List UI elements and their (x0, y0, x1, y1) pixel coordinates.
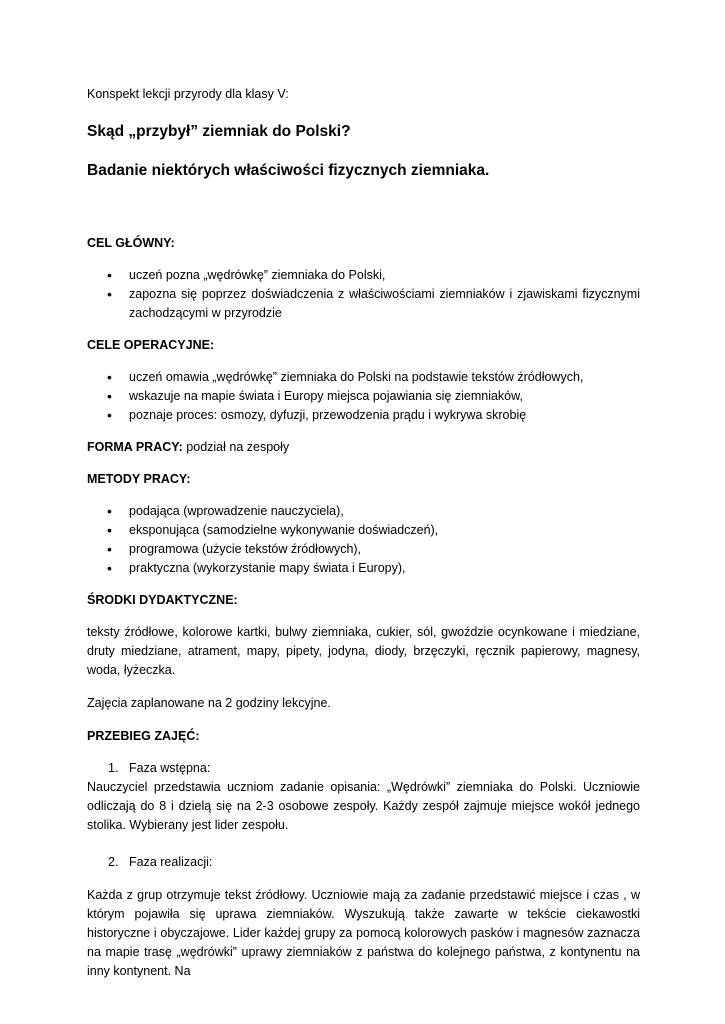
main-goal-list (87, 266, 640, 323)
list-item: • praktyczna (wykorzystanie mapy świata i Europy), (129, 559, 640, 578)
phase-1-number: 1. (108, 761, 119, 775)
work-form-value: podział na zespoły (182, 440, 290, 454)
phase-2-label (87, 853, 640, 872)
document-content (87, 85, 640, 981)
lesson-title: Skąd „przybył” ziemniak do Polski? (87, 123, 351, 140)
teaching-aids-text: teksty źródłowe, kolorowe kartki, bulwy ziemniaka, cukier, sól, gwoździe ocynkowane i miedziane, druty miedziane, atrament, mapy, pipety, jodyna, diody, brzęczyki, ręcznik papierowy, magnesy, woda, łyżeczka. (87, 625, 640, 677)
phase-2-number: 2. (108, 855, 119, 869)
list-item: • programowa (użycie tekstów źródłowych), (129, 540, 640, 559)
phase-1-label (87, 759, 640, 778)
section-heading-methods: METODY PRACY: (87, 472, 191, 486)
operational-goals-list (87, 368, 640, 425)
work-form (87, 438, 640, 457)
section-heading-teaching-aids: ŚRODKI DYDAKTYCZNE: (87, 593, 238, 607)
list-item: • eksponująca (samodzielne wykonywanie doświadczeń), (129, 521, 640, 540)
list-item: • zapozna się poprzez doświadczenia z właściwościami ziemniaków i zjawiskami fizycznymi zachodzącymi w przyrodzie (129, 285, 640, 323)
list-item: • uczeń omawia „wędrówkę” ziemniaka do Polski na podstawie tekstów źródłowych, (129, 368, 640, 387)
list-item: • wskazuje na mapie świata i Europy miejsca pojawiania się ziemniaków, (129, 387, 640, 406)
lesson-duration: Zajęcia zaplanowane na 2 godziny lekcyjne. (87, 696, 331, 710)
methods-list (87, 502, 640, 578)
work-form-label: FORMA PRACY: (87, 440, 183, 454)
lesson-subtitle: Konspekt lekcji przyrody dla klasy V: (87, 87, 289, 101)
section-heading-main-goal: CEL GŁÓWNY: (87, 236, 175, 250)
lesson-topic: Badanie niektórych właściwości fizycznych ziemniaka. (87, 162, 490, 179)
phase-2-title: Faza realizacji: (129, 855, 213, 869)
section-heading-operational-goals: CELE OPERACYJNE: (87, 338, 215, 352)
phase-2-text: Każda z grup otrzymuje tekst źródłowy. Uczniowie mają za zadanie przedstawić miejsce i czas , w którym pojawiła się uprawa ziemniaków. Wyszukują także zawarte w tekście ciekawostki historyczne i obyczajowe. Lider każdej grupy za pomocą kolorowych pasków i magnesów zaznacza na mapie trasę „wędrówki” uprawy ziemniaków z państwa do kolejnego państwa, z kontynentu na inny kontynent. Na (87, 888, 640, 978)
list-item: • uczeń pozna „wędrówkę” ziemniaka do Polski, (129, 266, 640, 285)
list-item: • podająca (wprowadzenie nauczyciela), (129, 502, 640, 521)
section-heading-lesson-course: PRZEBIEG ZAJĘĆ: (87, 729, 200, 743)
phase-1-title: Faza wstępna: (129, 761, 211, 775)
list-item: • poznaje proces: osmozy, dyfuzji, przewodzenia prądu i wykrywa skrobię (129, 406, 640, 425)
phase-1-text: Nauczyciel przedstawia uczniom zadanie opisania: „Wędrówki” ziemniaka do Polski. Uczniowie odliczają do 8 i dzielą się na 2-3 osobowe zespoły. Każdy zespół zajmuje miejsce wokół jednego stolika. Wybierany jest lider zespołu. (87, 780, 640, 832)
